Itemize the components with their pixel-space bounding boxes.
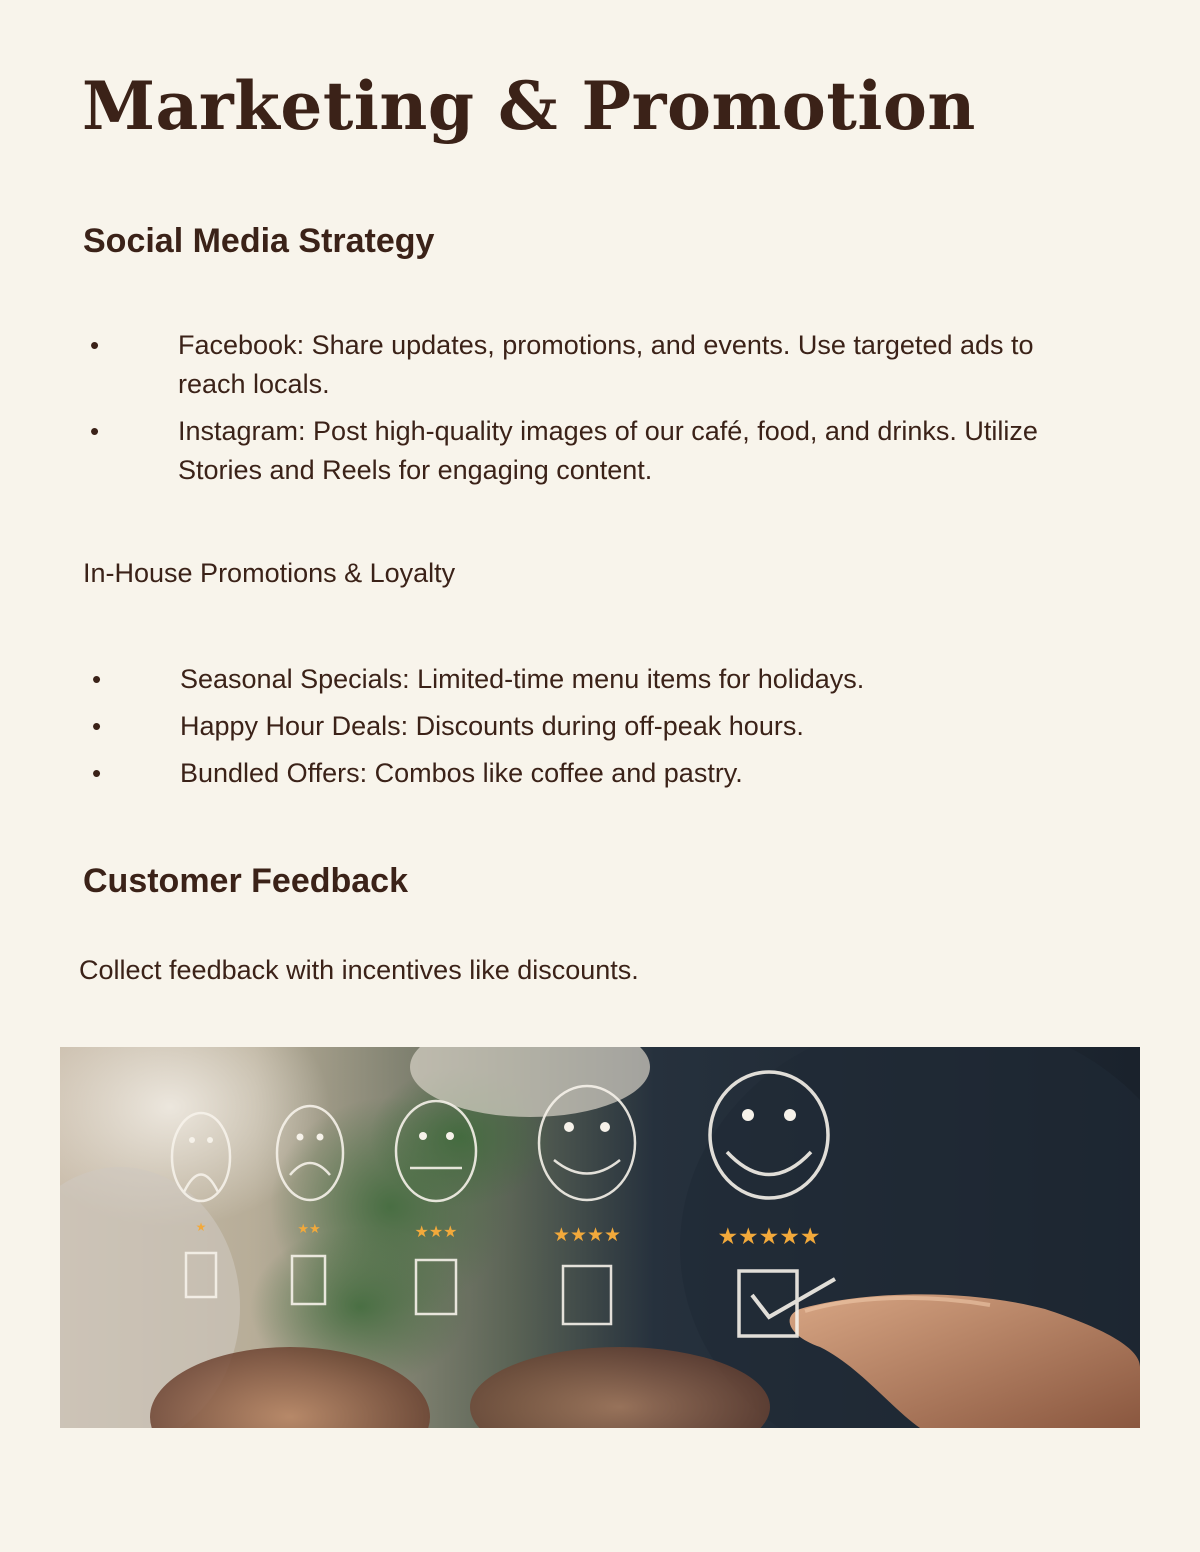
feedback-body-text: Collect feedback with incentives like discounts. (79, 955, 639, 985)
social-media-list (0, 326, 1200, 498)
svg-text:★★★★: ★★★★ (552, 1224, 622, 1246)
bullet-icon: • (92, 758, 102, 788)
page-title: Marketing & Promotion (82, 67, 976, 145)
svg-text:★★★★★: ★★★★★ (717, 1224, 821, 1250)
promotions-heading: In-House Promotions & Loyalty (83, 558, 456, 588)
bullet-icon: • (90, 416, 100, 446)
list-item-text: Seasonal Specials: Limited-time menu items for holidays. (180, 664, 865, 694)
promotions-list (0, 660, 1200, 801)
bullet-icon: • (90, 330, 100, 360)
list-item-text: Facebook: Share updates, promotions, and events. Use targeted ads to reach locals. (178, 330, 1034, 399)
list-item-text: Bundled Offers: Combos like coffee and pastry. (180, 758, 743, 788)
bullet-icon: • (92, 711, 102, 741)
social-media-heading: Social Media Strategy (83, 222, 435, 260)
svg-text:★: ★ (195, 1220, 207, 1234)
list-item-text: Instagram: Post high-quality images of our café, food, and drinks. Utilize Stories and Reels for engaging content. (178, 416, 1038, 485)
list-item (0, 326, 1200, 404)
rating-feedback-image (60, 1047, 1140, 1428)
bullet-icon: • (92, 664, 102, 694)
list-item (0, 754, 1200, 793)
list-item (0, 412, 1200, 490)
list-item (0, 707, 1200, 746)
svg-text:★★★: ★★★ (414, 1222, 458, 1241)
svg-text:★★: ★★ (297, 1222, 321, 1237)
list-item-text: Happy Hour Deals: Discounts during off-peak hours. (180, 711, 804, 741)
list-item (0, 660, 1200, 699)
customer-feedback-heading: Customer Feedback (83, 862, 408, 900)
